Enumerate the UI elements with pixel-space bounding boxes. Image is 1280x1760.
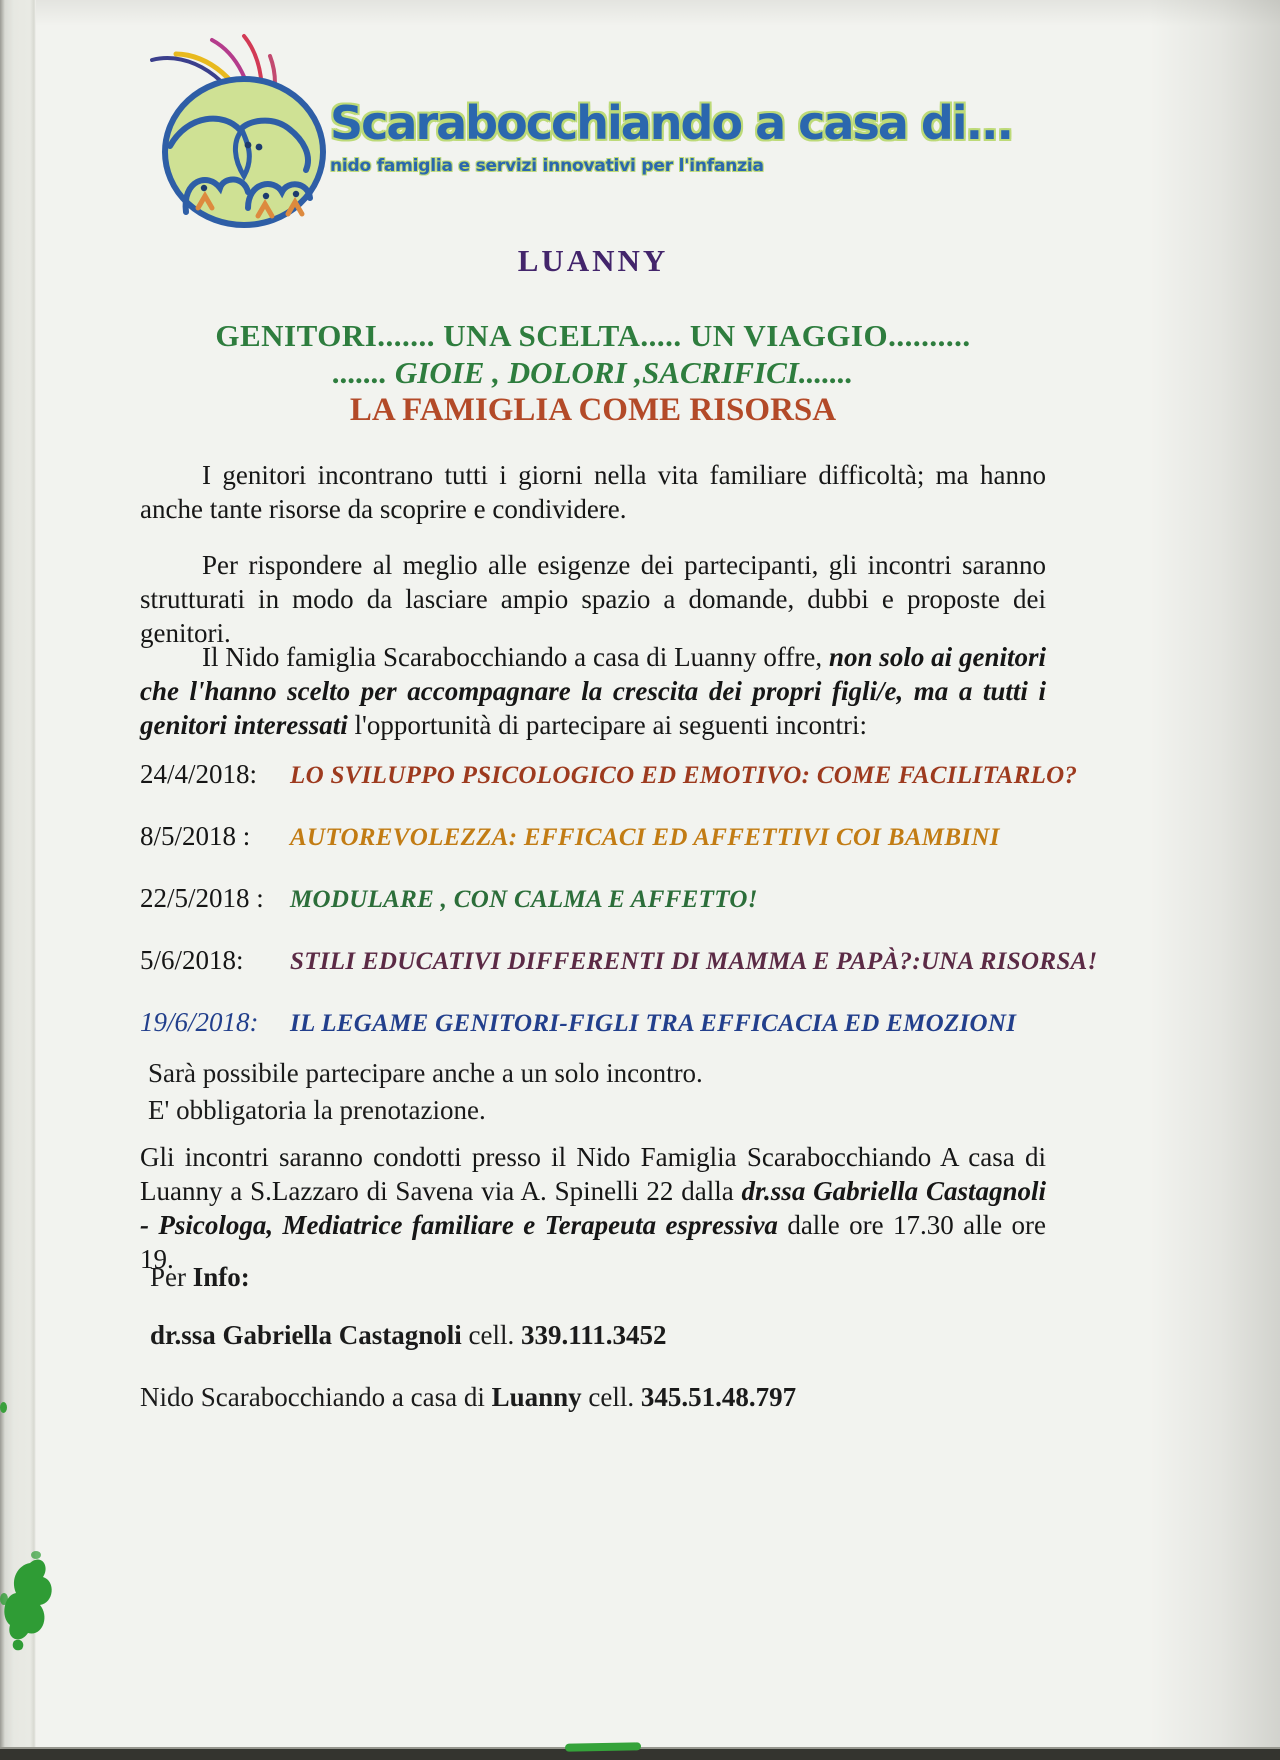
green-paint-smudge <box>0 1545 60 1663</box>
per-info-label <box>140 1262 1056 1293</box>
page-curl-shadow <box>1150 0 1280 1760</box>
per-info-prefix: Per <box>150 1262 193 1292</box>
green-paint-speck <box>0 1402 7 1413</box>
headline-line3: LA FAMIGLIA COME RISORSA <box>349 392 837 428</box>
contact1-phone: 339.111.3452 <box>521 1320 667 1350</box>
p3-bold-italic: non solo ai genitori che l'hanno scelto per accompagnare la crescita dei propri figli/e, ma a tutti i genitori interessati <box>140 642 1046 740</box>
headline-line1: GENITORI....... UNA SCELTA..... UN VIAGGIO.......... <box>215 318 971 353</box>
brand-subtitle: nido famiglia e servizi innovativi per l'infanzia <box>330 156 764 176</box>
schedule-row <box>140 881 1046 917</box>
loc-normal-c: dalle ore 17.30 alle ore 19. <box>140 1210 1046 1274</box>
per-info-bold: Info: <box>192 1262 250 1292</box>
headline-line2: ....... GIOIE , DOLORI ,SACRIFICI....... <box>332 355 854 390</box>
schedule-date: 24/4/2018: <box>140 759 258 789</box>
schedule-date: 5/6/2018: <box>140 945 244 975</box>
contact2-name: Luanny <box>491 1382 582 1412</box>
schedule-row <box>140 943 1098 979</box>
p3-normal-a: Il Nido famiglia Scarabocchiando a casa di Luanny offre, <box>202 642 829 672</box>
contact1-cell-label: cell. <box>461 1320 522 1350</box>
schedule-title: LO SVILUPPO PSICOLOGICO ED EMOTIVO: COME FACILITARLO? <box>290 762 1078 789</box>
contact2-prefix: Nido Scarabocchiando a casa di <box>140 1382 492 1412</box>
contact2-phone: 345.51.48.797 <box>640 1382 797 1412</box>
schedule-date: 22/5/2018 : <box>140 883 264 913</box>
schedule-title: MODULARE , CON CALMA E AFFETTO! <box>290 886 758 913</box>
schedule-date: 8/5/2018 : <box>140 821 251 851</box>
schedule-row <box>140 819 1046 855</box>
loc-normal-a: Gli incontri saranno condotti presso il Nido Famiglia Scarabocchiando A casa di Luanny a S.Lazzaro di Savena via A. Spinelli 22 dalla <box>140 1142 1046 1206</box>
note-reservation: E' obbligatoria la prenotazione. <box>148 1095 486 1125</box>
intro-paragraph-2: Per rispondere al meglio alle esigenze dei partecipanti, gli incontri saranno strutturati in modo da lasciare ampio spazio a domande, dubbi e proposte dei genitori. <box>140 550 1046 648</box>
note-single-meeting: Sarà possibile partecipare anche a un solo incontro. <box>148 1058 703 1088</box>
name-heading: LUANNY <box>517 243 669 278</box>
green-paint-dash <box>565 1742 641 1751</box>
contact-psychologist <box>140 1320 1056 1351</box>
scanner-top-shadow <box>0 0 1280 26</box>
loc-bold-italic: dr.ssa Gabriella Castagnoli - Psicologa, Mediatrice familiare e Terapeuta espressiva <box>140 1176 1046 1240</box>
p3-normal-c: l'opportunità di partecipare ai seguenti incontri: <box>347 710 867 740</box>
intro-paragraph-1: I genitori incontrano tutti i giorni nella vita familiare difficoltà; ma hanno anche tante risorse da scoprire e condividere. <box>140 460 1046 524</box>
scanner-left-edge <box>0 0 36 1760</box>
intro-paragraph-3 <box>140 640 1046 742</box>
notes-block <box>140 1055 1054 1129</box>
brand-title: Scarabocchiando a casa di... <box>330 96 1012 150</box>
flyer-body <box>140 0 1098 1760</box>
headline-block <box>140 318 1046 430</box>
schedule-title: IL LEGAME GENITORI-FIGLI TRA EFFICACIA ED EMOZIONI <box>290 1010 1017 1037</box>
schedule-row <box>140 1005 1046 1041</box>
schedule-title: STILI EDUCATIVI DIFFERENTI DI MAMMA E PAPÀ?:UNA RISORSA! <box>290 948 1098 975</box>
contact2-cell-label: cell. <box>581 1382 641 1412</box>
location-paragraph <box>140 1140 1046 1276</box>
contact1-name: dr.ssa Gabriella Castagnoli <box>150 1320 462 1350</box>
contact-nido <box>140 1382 1046 1413</box>
schedule-row <box>140 757 1078 793</box>
schedule-list <box>140 757 1098 1067</box>
schedule-title: AUTOREVOLEZZA: EFFICACI ED AFFETTIVI COI BAMBINI <box>290 824 1000 851</box>
schedule-date: 19/6/2018: <box>140 1007 259 1037</box>
